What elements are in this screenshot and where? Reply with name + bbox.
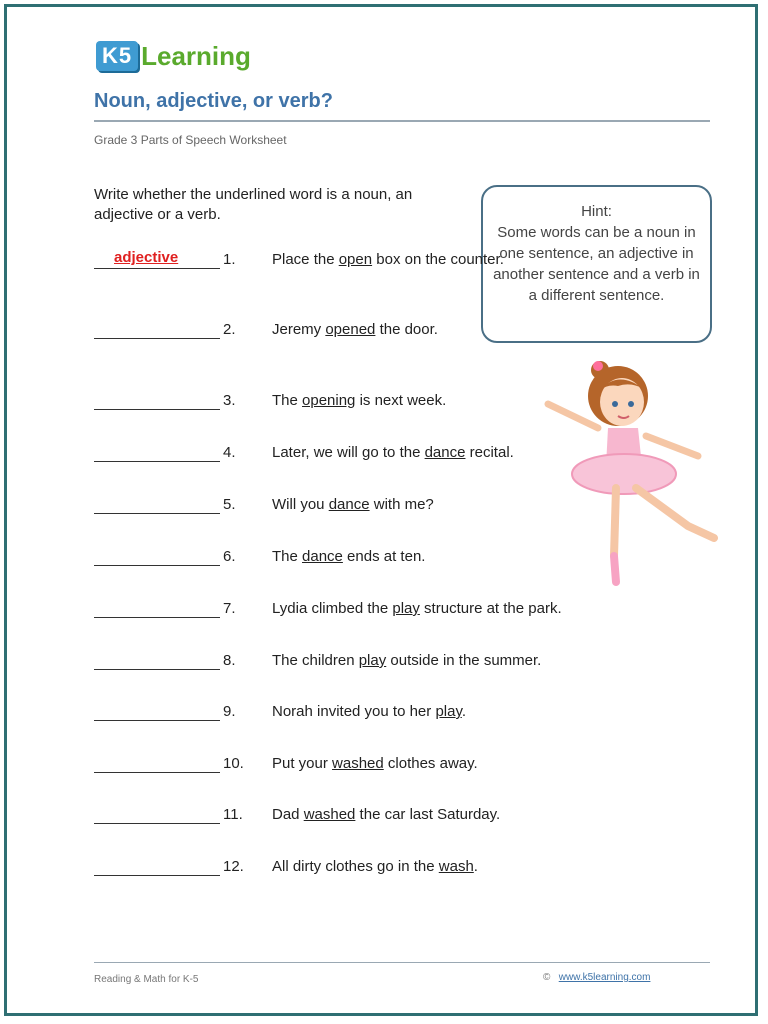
answer-blank[interactable] — [94, 389, 220, 410]
underlined-word: open — [338, 251, 373, 268]
question-number: 7. — [223, 600, 236, 617]
sentence-after: ends at ten. — [342, 548, 426, 565]
underlined-word: play — [392, 600, 420, 617]
question-sentence — [272, 855, 612, 879]
title-divider — [94, 120, 710, 122]
question-number: 8. — [223, 652, 236, 669]
logo-text: Learning — [141, 40, 251, 71]
underlined-word: dance — [302, 548, 343, 565]
question-sentence — [272, 649, 612, 673]
question-sentence — [272, 803, 612, 827]
sentence-before: The children — [272, 652, 359, 669]
answer-blank[interactable] — [94, 649, 220, 670]
sentence-after: . — [473, 858, 478, 875]
logo-k5-badge: K5 — [96, 41, 138, 71]
underlined-word: opening — [302, 392, 356, 409]
question-number: 6. — [223, 548, 236, 565]
sentence-before: Will you — [272, 496, 329, 513]
sentence-before: The — [272, 548, 303, 565]
ballerina-illustration — [538, 356, 722, 592]
sentence-after: the door. — [375, 321, 438, 338]
question-number: 11. — [223, 806, 243, 823]
underlined-word: washed — [303, 806, 356, 823]
k5-learning-logo — [96, 38, 251, 74]
answer-blank[interactable] — [94, 597, 220, 618]
question-number: 12. — [223, 858, 244, 875]
answer-blank[interactable] — [94, 545, 220, 566]
footer-copyright — [543, 972, 650, 983]
question-number: 3. — [223, 392, 236, 409]
answer-blank[interactable] — [94, 700, 220, 721]
underlined-word: wash — [438, 858, 474, 875]
sentence-after: outside in the summer. — [386, 652, 542, 669]
sentence-before: All dirty clothes go in the — [272, 858, 439, 875]
answer-blank[interactable] — [94, 752, 220, 773]
question-sentence — [272, 318, 612, 342]
question-number: 10. — [223, 755, 244, 772]
question-number: 2. — [223, 321, 236, 338]
underlined-word: dance — [424, 444, 466, 461]
sentence-after: the car last Saturday. — [355, 806, 501, 823]
answer-blank[interactable] — [94, 855, 220, 876]
underlined-word: play — [435, 703, 462, 720]
question-sentence — [272, 700, 612, 724]
sentence-before: The — [272, 392, 303, 409]
underlined-word: opened — [325, 321, 376, 338]
footer-tagline: Reading & Math for K-5 — [94, 974, 199, 985]
sentence-after: with me? — [369, 496, 434, 513]
question-number: 9. — [223, 703, 236, 720]
sentence-before: Place the — [272, 251, 339, 268]
sentence-before: Jeremy — [272, 321, 326, 338]
answer-blank[interactable] — [94, 803, 220, 824]
hint-label: Hint: — [581, 203, 612, 220]
sentence-before: Later, we will go to the — [272, 444, 425, 461]
worksheet-subtitle: Grade 3 Parts of Speech Worksheet — [94, 133, 287, 147]
copyright-symbol: © — [543, 972, 551, 983]
sentence-after: recital. — [465, 444, 514, 461]
answer-text: adjective — [114, 249, 179, 266]
sentence-before: Norah invited you to her — [272, 703, 436, 720]
underlined-word: play — [358, 652, 387, 669]
sentence-before: Put your — [272, 755, 333, 772]
question-sentence — [272, 752, 612, 776]
sentence-after: clothes away. — [383, 755, 478, 772]
footer-link[interactable]: www.k5learning.com — [558, 972, 651, 983]
sentence-after: structure at the park. — [419, 600, 562, 617]
footer-divider — [94, 962, 710, 963]
question-sentence — [272, 248, 612, 272]
question-number: 5. — [223, 496, 236, 513]
sentence-before: Dad — [272, 806, 304, 823]
question-sentence — [272, 597, 612, 621]
hint-body: Some words can be a noun in one sentence, an adjective in another sentence and a verb in a different sentence. — [493, 224, 700, 304]
question-number: 1. — [223, 251, 236, 268]
sentence-after: is next week. — [355, 392, 447, 409]
answer-blank[interactable] — [94, 318, 220, 339]
sentence-after: box on the counter. — [372, 251, 504, 268]
worksheet-title: Noun, adjective, or verb? — [94, 90, 333, 112]
sentence-after: . — [461, 703, 467, 720]
underlined-word: dance — [328, 496, 370, 513]
sentence-before: Lydia climbed the — [272, 600, 393, 617]
answer-blank[interactable] — [94, 441, 220, 462]
underlined-word: washed — [332, 755, 384, 772]
question-number: 4. — [223, 444, 236, 461]
answer-blank[interactable] — [94, 493, 220, 514]
instructions: Write whether the underlined word is a noun, an adjective or a verb. — [94, 186, 413, 223]
